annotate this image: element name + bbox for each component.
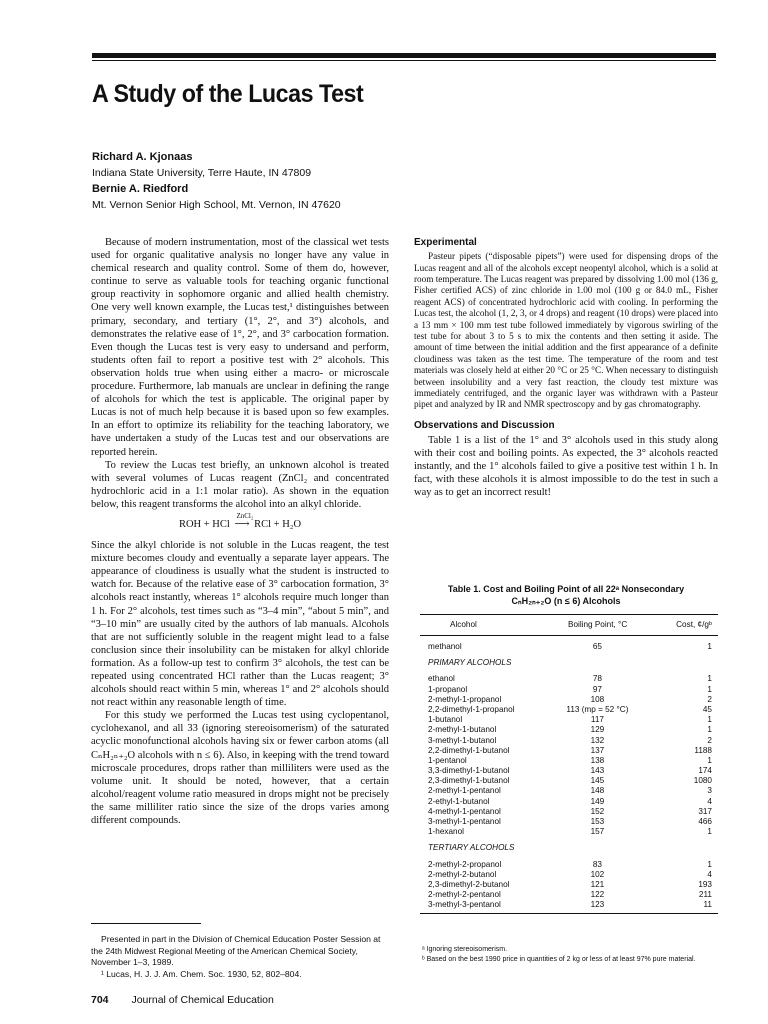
- footnote: Presented in part in the Division of Chemical Education Poster Session at the 24th Midwest Regional Meeting of the American Chemical Society, November 1–3, 1989.: [91, 934, 381, 967]
- table-notes: [414, 945, 718, 964]
- author-affiliation: Mt. Vernon Senior High School, Mt. Vernon, IN 47620: [92, 199, 341, 211]
- table-cell: 108: [590, 694, 605, 704]
- table-cell: 2,2-dimethyl-1-propanol: [428, 704, 515, 714]
- table-footnote: ᵃ Ignoring stereoisomerism.: [422, 946, 508, 953]
- table-cell: 2-methyl-1-propanol: [428, 694, 502, 704]
- author-block: [92, 149, 341, 213]
- table-row: [420, 827, 718, 837]
- table-body: [420, 636, 718, 914]
- table-cell: 152: [590, 806, 605, 816]
- table-header-cell: Cost, ¢/gᵇ: [676, 620, 712, 629]
- table-cell: 1: [707, 684, 712, 694]
- body-paragraph: To review the Lucas test briefly, an unknown alcohol is treated with several volumes of Lucas reagent (ZnCl₂ and concentrated hydrochloric acid in a 1:1 molar ratio). As shown in the equation below, this reagent transforms the alcohol into an alkyl chloride.: [91, 459, 389, 510]
- body-paragraph: Table 1 is a list of the 1° and 3° alcohols used in this study along with their cost and boiling points. As expected, the 3° alcohols reacted instantly, and the 1° alcohols failed to give a positive test within 1 h. In fact, with these alcohols it is almost impossible to do the test in such a way as to get an incorrect result!: [414, 434, 718, 499]
- table-cell: 145: [590, 776, 605, 786]
- table-group-row: [420, 658, 718, 668]
- table-cell: 1: [707, 642, 712, 651]
- table-row: [420, 786, 718, 796]
- header-rule-thin: [92, 60, 716, 61]
- table-row: [420, 705, 718, 715]
- table-cell: 148: [590, 786, 605, 796]
- table-cell: 4: [707, 869, 712, 879]
- table-cell: 1-propanol: [428, 684, 468, 694]
- table-cell: 1: [707, 725, 712, 735]
- table-cell: 4-methyl-1-pentanol: [428, 806, 501, 816]
- table-row: [420, 756, 718, 766]
- table-caption: [414, 583, 718, 607]
- table-caption-line: CₙH₂ₙ₊₂O (n ≤ 6) Alcohols: [511, 596, 621, 606]
- table-row: [420, 870, 718, 880]
- table-cell: 1188: [694, 745, 712, 755]
- table-cell: [557, 658, 637, 668]
- table-cell: TERTIARY ALCOHOLS: [428, 843, 515, 853]
- table-row: [420, 685, 718, 695]
- equation-reactants: ROH + HCl: [178, 518, 230, 530]
- table-cell: ethanol: [428, 674, 455, 684]
- table-cell: [557, 843, 637, 853]
- table-row: [420, 736, 718, 746]
- body-paragraph: For this study we performed the Lucas test using cyclopentanol, cyclohexanol, and all 33 (ignoring stereoisomerism) of the saturated acyclic monofunctional alcohols having six or fewer carbon atoms (all CₙH₂ₙ₊₂O alcohols with n ≤ 6). Also, in keeping with the trend toward microscale procedures, drops rather than milliliters were used as the volume unit. It should be noted, however, that a certain alcohol/reagent volume ratio measured in drops might not be precisely the same milliliter ratio since the size of the drops varies among different compounds.: [91, 710, 389, 827]
- author-affiliation: Indiana State University, Terre Haute, IN 47809: [92, 167, 312, 179]
- table-header-cell: Boiling Point, °C: [567, 620, 628, 629]
- table-cell: 2-methyl-2-pentanol: [428, 890, 501, 900]
- table-cell: 3-methyl-3-pentanol: [428, 900, 501, 910]
- table-row: [420, 860, 718, 870]
- table-cell: 97: [592, 684, 602, 694]
- table-cell: 2-methyl-1-butanol: [428, 725, 497, 735]
- table-cell: 1: [707, 859, 712, 869]
- table-group-row: [420, 843, 718, 853]
- table-cell: 123: [590, 900, 605, 910]
- equation-products: RCl + H₂O: [254, 518, 302, 530]
- table-cell: 2,2-dimethyl-1-butanol: [428, 745, 510, 755]
- table-cell: 117: [590, 715, 604, 725]
- table-cell: 317: [698, 806, 712, 816]
- table-cell: 2-methyl-1-pentanol: [428, 786, 501, 796]
- table-cell: 3,3-dimethyl-1-butanol: [428, 766, 510, 776]
- table-cell: 1: [707, 827, 712, 837]
- table-cell: 3-methyl-1-pentanol: [428, 817, 501, 826]
- table-row: [420, 674, 718, 684]
- table-row: [420, 890, 718, 900]
- article-title: A Study of the Lucas Test: [92, 80, 364, 108]
- right-column: [414, 236, 718, 499]
- table-cell: 102: [590, 869, 605, 879]
- table-cell: 2-ethyl-1-butanol: [428, 796, 490, 806]
- table-cell: 153: [590, 817, 605, 826]
- table-cell: 83: [592, 859, 602, 869]
- table-cell: 2,3-dimethyl-2-butanol: [428, 879, 510, 889]
- author-name: Bernie A. Riedford: [92, 183, 189, 195]
- table-rule: [420, 913, 718, 914]
- table-row: [420, 880, 718, 890]
- left-column: [91, 236, 389, 827]
- table-cell: 211: [698, 890, 712, 900]
- footnote: ¹ Lucas, H. J. J. Am. Chem. Soc. 1930, 52, 802–804.: [101, 968, 302, 979]
- reaction-equation: [91, 511, 389, 531]
- table-row: [420, 776, 718, 786]
- reaction-arrow: [234, 511, 254, 531]
- header-rule-thick: [92, 53, 716, 58]
- table-cell: 193: [698, 879, 712, 889]
- table-cell: 121: [590, 879, 605, 889]
- table-cell: 138: [590, 755, 605, 765]
- footnotes: [91, 934, 389, 980]
- table-footnote: ᵇ Based on the best 1990 price in quantities of 2 kg or less of at least 97% pure material.: [422, 955, 696, 963]
- table-caption-line: Table 1. Cost and Boiling Point of all 22ᵃ Nonsecondary: [447, 584, 685, 594]
- equation-catalyst: ZnCl₂: [236, 511, 254, 520]
- table-cell: 78: [592, 674, 602, 684]
- table-cell: 2-methyl-2-butanol: [428, 869, 497, 879]
- table-cell: 466: [698, 817, 712, 826]
- table-cell: 174: [698, 766, 712, 776]
- table-cell: 1: [707, 755, 712, 765]
- body-paragraph: Pasteur pipets (“disposable pipets”) were used for dispensing drops of the Lucas reagent and all of the alcohols except neopentyl alcohol, which is a solid at room temperature. The Lucas reagent was prepared by dissolving 1.00 mol (136 g, Fisher certified ACS) of zinc chloride in 1.00 mol (100 g or 84.0 mL, Fisher reagent ACS) of concentrated hydrochloric acid with cooling. In performing the Lucas test, the alcohol (1, 2, 3, or 4 drops) and reagent (10 drops) were placed into a 13 mm × 100 mm test tube followed immediately by vigorous swirling of the test tube for about 3 to 5 s to mix the contents and then setting it aside. The amount of time between the initial addition and the first appearance of a definite cloudiness was taken as the test time. The temperature of the room and test materials was closely held at either 20 °C or 25 °C. When necessary to distinguish between insolubility and a very fast reaction, the cloudy test mixture was immediately centrifuged, and the organic layer was withdrawn with a Pasteur pipet and analyzed by IR and NMR spectroscopy and by gas chromatography.: [414, 251, 718, 410]
- table-header-cell: Alcohol: [450, 620, 477, 629]
- body-paragraph: Because of modern instrumentation, most of the classical wet tests used for organic qualitative analysis no longer have any value in chemical research and quality control. Some of them do, however, continue to serve as valuable tools for teaching organic functional group reactivity in sophomore organic and allied health chemistry. One very well known example, the Lucas test,¹ distinguishes between primary, secondary, and tertiary (1°, 2°, and 3°) alcohols, and demonstrates the relative ease of 1°, 2°, and 3° carbocation formation. Even though the Lucas test is very easy to undersand and perform, students often fail to report a positive test with 2° alcohols. This observation holds true when using either a macro- or microscale procedure. Furthermore, lab manuals are unclear in defining the range of alcohols for which the test is applicable. The original paper by Lucas is not of much help because it is based upon so few examples. In an effort to optimize its reliability for the teaching laboratory, we have undertaken a study of the Lucas test and our observations are reported herein.: [91, 237, 389, 458]
- table-cell: 1: [707, 715, 712, 725]
- table-cell: 4: [707, 796, 712, 806]
- table-cell: 143: [590, 766, 605, 776]
- table-cell: 1080: [693, 776, 712, 786]
- body-paragraph: Since the alkyl chloride is not soluble in the Lucas reagent, the test mixture becomes cloudy and eventually a separate layer appears. The appearance of cloudiness is usually what the student is instructed to watch for. Because of the relative ease of 3° carbocation formation, 3° alcohols react instantly, whereas 1° alcohols require much longer than 1 h. For 2° alcohols, test times such as “3–4 min”, “about 5 min”, and “3–10 min” are usually cited by the authors of lab manuals. Alcohols that are not sufficiently soluble in the reagent might lead to a false conclusion since their insolubility can be mistaken for alkyl chloride formation. As a follow-up test to confirm 3° alcohols, the test can be repeated using concentrated HCl rather than the Lucas reagent; 3° alcohols should react within 5 min, whereas 1° and 2° alcohols should not react within any reasonable length of time.: [91, 540, 389, 709]
- table-cell: 137: [590, 745, 605, 755]
- table-row: [420, 797, 718, 807]
- table-row: [420, 766, 718, 776]
- table-header-row: [420, 615, 718, 635]
- table-cell: 149: [590, 796, 605, 806]
- table-cell: 2,3-dimethyl-1-butanol: [428, 776, 510, 786]
- section-heading: Observations and Discussion: [414, 419, 555, 431]
- table-cell: 1: [707, 674, 712, 684]
- table: [420, 614, 718, 914]
- table-cell: 3: [707, 786, 712, 796]
- table-row: [420, 695, 718, 705]
- arrow-icon: ⟶: [234, 518, 250, 530]
- table-row: [420, 807, 718, 817]
- table-cell: 2-methyl-2-propanol: [428, 859, 502, 869]
- table-cell: 122: [590, 890, 605, 900]
- section-heading: Experimental: [414, 237, 477, 248]
- table-cell: 2: [707, 735, 712, 745]
- table-cell: methanol: [428, 642, 462, 651]
- table-cell: 132: [590, 735, 605, 745]
- table-row: [420, 746, 718, 756]
- table-row: [420, 817, 718, 827]
- table-cell: 129: [590, 725, 605, 735]
- table-cell: [638, 658, 718, 668]
- table-cell: 157: [590, 827, 605, 837]
- footnote-rule: [91, 923, 201, 924]
- table-cell: [638, 843, 718, 853]
- table-cell: 45: [702, 704, 712, 714]
- table-cell: 1-hexanol: [428, 827, 464, 837]
- table-cell: 65: [592, 642, 602, 651]
- table-cell: 1-pentanol: [428, 755, 467, 765]
- table-cell: 113 (mp = 52 °C): [566, 704, 629, 714]
- page-number: 704: [91, 994, 109, 1006]
- table-row: [420, 725, 718, 735]
- journal-name: Journal of Chemical Education: [131, 994, 274, 1006]
- table-cell: PRIMARY ALCOHOLS: [428, 658, 512, 668]
- table-row: [420, 715, 718, 725]
- page-footer: [91, 994, 274, 1006]
- table-cell: 11: [703, 900, 712, 910]
- table-row: [420, 642, 718, 652]
- author-name: Richard A. Kjonaas: [92, 151, 193, 163]
- table-cell: 1-butanol: [428, 715, 463, 725]
- table-row: [420, 900, 718, 910]
- table-cell: 2: [707, 694, 712, 704]
- table-cell: 3-methyl-1-butanol: [428, 735, 497, 745]
